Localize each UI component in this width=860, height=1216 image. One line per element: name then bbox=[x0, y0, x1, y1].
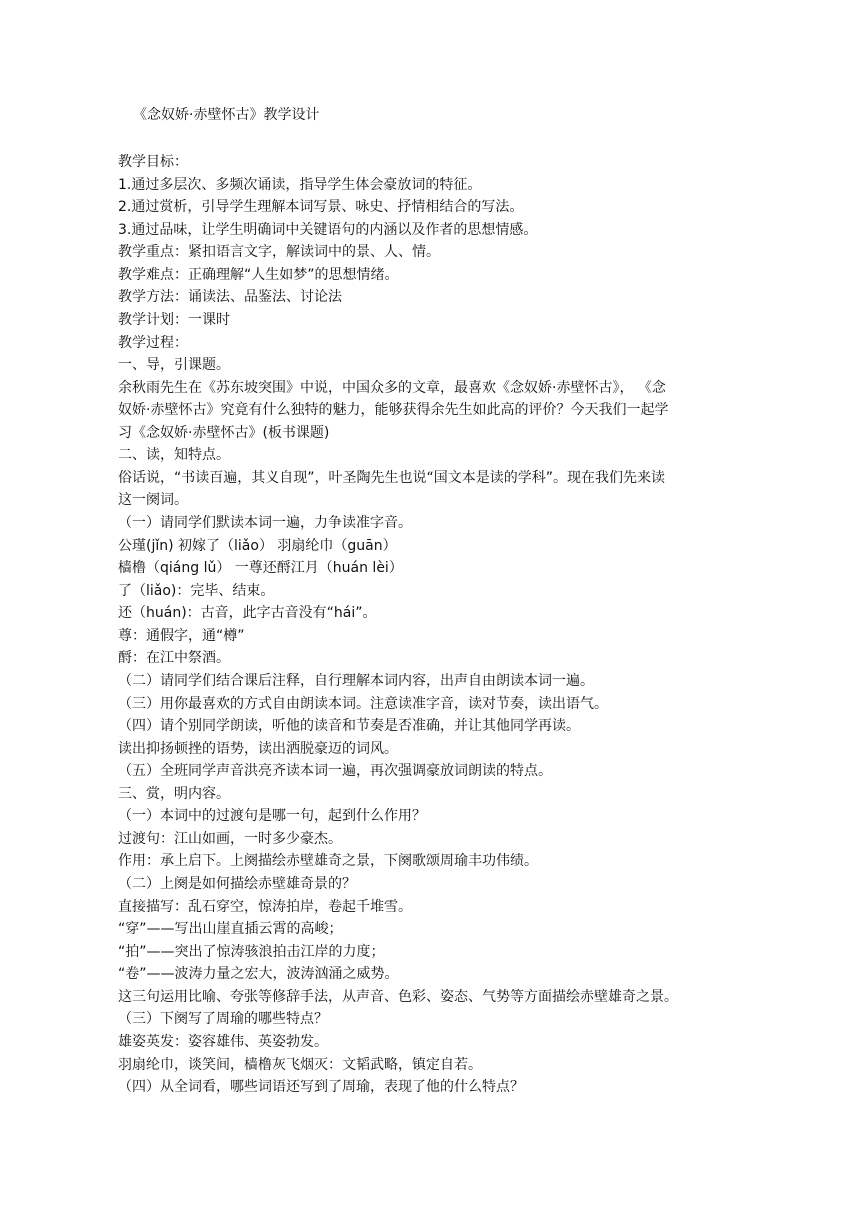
text-line: （五）全班同学声音洪亮齐读本词一遍，再次强调豪放词朗读的特点。 bbox=[118, 763, 552, 780]
text-line: 2.通过赏析，引导学生理解本词写景、咏史、抒情相结合的写法。 bbox=[118, 199, 524, 216]
text-line: 过渡句：江山如画，一时多少豪杰。 bbox=[118, 830, 342, 847]
text-line: 了（liǎo)：完毕、结束。 bbox=[118, 582, 275, 599]
text-line: 羽扇纶巾，谈笑间，樯橹灰飞烟灭：文韬武略，镇定自若。 bbox=[118, 1056, 482, 1073]
text-line: （二）请同学们结合课后注释，自行理解本词内容，出声自由朗读本词一遍。 bbox=[118, 672, 594, 689]
text-line: 直接描写：乱石穿空，惊涛拍岸，卷起千堆雪。 bbox=[118, 898, 412, 915]
text-line: 还（huán)：古音，此字古音没有“hái”。 bbox=[118, 605, 377, 622]
text-line: 樯橹（qiáng lǔ） 一尊还酹江月（huán lèi） bbox=[118, 560, 403, 577]
text-line: 读出抑扬顿挫的语势，读出洒脱豪迈的词风。 bbox=[118, 740, 398, 757]
text-line: 酹：在江中祭酒。 bbox=[118, 650, 230, 667]
text-line: 雄姿英发：姿容雄伟、英姿勃发。 bbox=[118, 1033, 328, 1050]
text-line: 一、导，引课题。 bbox=[118, 357, 230, 374]
text-line: 俗话说，“书读百遍，其义自现”，叶圣陶先生也说“国文本是读的学科”。现在我们先来读 bbox=[118, 469, 666, 486]
text-line: （一）本词中的过渡句是哪一句，起到什么作用？ bbox=[118, 808, 426, 825]
text-line: 教学重点：紧扣语言文字，解读词中的景、人、情。 bbox=[118, 244, 440, 261]
text-line: 这一阕词。 bbox=[118, 492, 188, 509]
text-line: 教学过程： bbox=[118, 334, 188, 351]
text-line: 习《念奴娇·赤壁怀古》(板书课题) bbox=[118, 424, 330, 441]
text-line: 作用：承上启下。上阕描绘赤壁雄奇之景，下阕歌颂周瑜丰功伟绩。 bbox=[118, 853, 538, 870]
text-line: 教学难点：正确理解“人生如梦”的思想情绪。 bbox=[118, 266, 399, 283]
text-line: 三、赏，明内容。 bbox=[118, 785, 230, 802]
text-line: （四）请个别同学朗读，听他的读音和节奏是否准确，并让其他同学再读。 bbox=[118, 718, 580, 735]
text-line: 余秋雨先生在《苏东坡突围》中说，中国众多的文章，最喜欢《念奴娇·赤壁怀古》， 《念 bbox=[118, 379, 666, 396]
text-line: （二）上阕是如何描绘赤壁雄奇景的？ bbox=[118, 876, 356, 892]
text-line: 教学目标： bbox=[118, 154, 188, 170]
text-line: （四）从全词看，哪些词语还写到了周瑜，表现了他的什么特点？ bbox=[118, 1079, 524, 1096]
text-line: 这三句运用比喻、夸张等修辞手法，从声音、色彩、姿态、气势等方面描绘赤壁雄奇之景。 bbox=[118, 988, 678, 1005]
text-line: （一）请同学们默读本词一遍，力争读准字音。 bbox=[118, 515, 412, 531]
text-line: “穿”——写出山崖直插云霄的高峻； bbox=[118, 921, 343, 938]
text-line: 尊：通假字，通“樽” bbox=[118, 627, 245, 644]
text-line: 公瑾(jǐn) 初嫁了（liǎo） 羽扇纶巾（guān） bbox=[118, 537, 397, 554]
page-title: 《念奴娇·赤壁怀古》教学设计 bbox=[133, 107, 320, 123]
text-line: 二、读，知特点。 bbox=[118, 447, 230, 464]
text-line: “卷”——波涛力量之宏大，波涛汹涌之威势。 bbox=[118, 966, 399, 983]
text-line: 奴娇·赤壁怀古》究竟有什么独特的魅力，能够获得余先生如此高的评价？今天我们一起学 bbox=[118, 402, 669, 419]
text-line: （三）用你最喜欢的方式自由朗读本词。注意读准字音，读对节奏，读出语气。 bbox=[118, 695, 608, 712]
text-line: 教学方法：诵读法、品鉴法、讨论法 bbox=[118, 289, 342, 306]
document-body bbox=[118, 151, 748, 1099]
text-line: （三）下阕写了周瑜的哪些特点？ bbox=[118, 1011, 328, 1028]
text-line: 教学计划：一课时 bbox=[118, 311, 230, 328]
text-line: 3.通过品味，让学生明确词中关键语句的内涵以及作者的思想情感。 bbox=[118, 221, 538, 238]
text-line: 1.通过多层次、多频次诵读，指导学生体会豪放词的特征。 bbox=[118, 176, 482, 193]
text-line: “拍”——突出了惊涛骇浪拍击江岸的力度； bbox=[118, 943, 385, 960]
